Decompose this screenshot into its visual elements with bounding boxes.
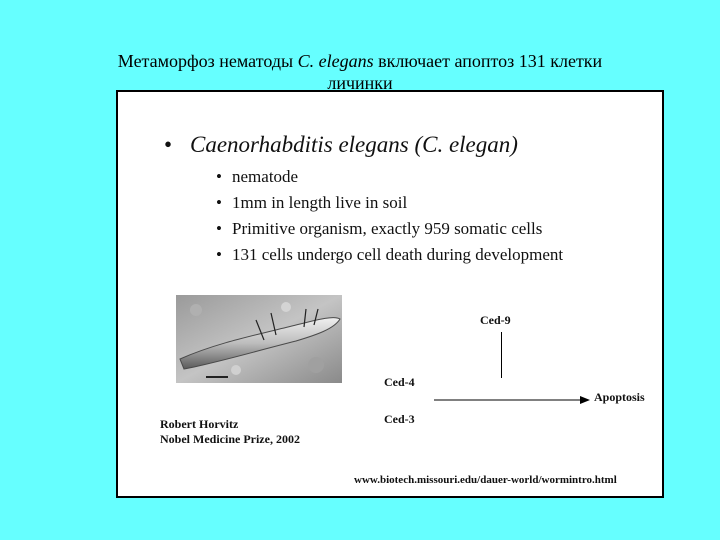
pathway-arrow-icon (434, 394, 590, 406)
bullet-dot-icon: • (216, 245, 222, 264)
sub-bullet: • 1mm in length live in soil (216, 190, 563, 216)
bullet-dot-icon: • (216, 219, 222, 238)
bullet-dot-icon: • (216, 193, 222, 212)
pathway-label-apoptosis: Apoptosis (594, 390, 645, 404)
sub-bullet: • 131 cells undergo cell death during development (216, 242, 563, 268)
slide-title (0, 50, 720, 90)
sub-bullet: • nematode (216, 164, 563, 190)
bullet-dot-icon: • (216, 167, 222, 186)
pathway-label-ced9: Ced-9 (480, 313, 511, 327)
pathway-label-ced4: Ced-4 (384, 375, 415, 389)
pathway-label-ced3: Ced-3 (384, 412, 415, 426)
sub-bullet: • Primitive organism, exactly 959 somatic cells (216, 216, 563, 242)
source-url: www.biotech.missouri.edu/dauer-world/wormintro.html (354, 474, 617, 486)
bullet-dot-icon: • (164, 132, 173, 157)
main-bullet-text: Caenorhabditis elegans (C. elegan) (190, 132, 518, 157)
sub-bullet-list (216, 164, 563, 268)
caption-prize: Nobel Medicine Prize, 2002 (160, 432, 300, 446)
caption-name: Robert Horvitz (160, 417, 239, 431)
photo-caption (160, 417, 300, 447)
main-bullet (164, 132, 518, 158)
embedded-image-panel (116, 90, 664, 498)
title-line-1: Метаморфоз нематоды C. elegans включает апоптоз 131 клетки (117, 51, 603, 71)
worm-micrograph (176, 295, 342, 383)
pathway-inhibition-line (501, 332, 502, 378)
title-line-2: личинки (327, 73, 393, 90)
